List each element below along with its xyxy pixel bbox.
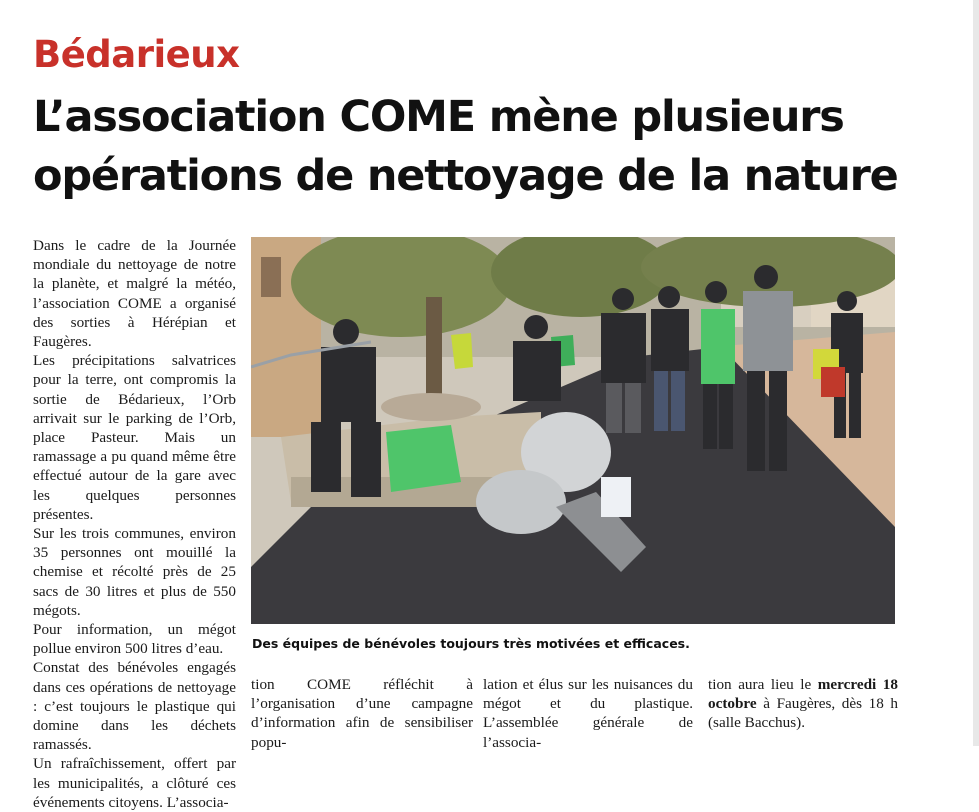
headline-line-2: opérations de nettoyage de la nature: [33, 151, 898, 201]
event-date: mercredi 18 octobre: [708, 676, 898, 713]
body-paragraph: Sur les trois communes, environ 35 personnes ont mouillé la chemise et récolté près de 25 sacs de 30 litres et plus de 550 mégots.: [33, 525, 236, 619]
section-kicker: Bédarieux: [33, 33, 240, 76]
article-photo: [251, 237, 895, 624]
body-paragraph: Un rafraîchissement, offert par les municipalités, a clôturé ces événements citoyens. L’associa-: [33, 755, 236, 811]
photo-caption: Des équipes de bénévoles toujours très motivées et efficaces.: [252, 636, 690, 651]
body-column-2: tion COME réfléchit à l’organisation d’une campagne d’information afin de sensibiliser popu-: [251, 676, 473, 751]
headline-line-1: L’association COME mène plusieurs: [33, 92, 844, 142]
article-headline: [33, 88, 963, 206]
page-edge: [973, 0, 979, 746]
body-column-left: [33, 236, 236, 812]
body-paragraph: Les précipitations salvatrices pour la terre, ont compromis la sortie de Bédarieux, l’Orb arrivait sur le parking de l’Orb, place Pasteur. Mais un ramassage a pu quand même être effectué autour de la gare avec les quelques personnes présentes.: [33, 352, 236, 523]
body-column-4: [708, 675, 898, 733]
body-paragraph: Dans le cadre de la Journée mondiale du nettoyage de notre la planète, et malgré la météo, l’association COME a organisé des sorties à Hérépian et Faugères.: [33, 237, 236, 351]
body-text: tion aura lieu le: [708, 676, 818, 693]
body-column-3: lation et élus sur les nuisances du mégot et du plastique. L’assemblée générale de l’associa-: [483, 676, 693, 751]
body-paragraph: Pour information, un mégot pollue environ 500 litres d’eau.: [33, 621, 236, 658]
body-text: à Faugères, dès 18 h (salle Bacchus).: [708, 695, 898, 732]
body-paragraph: Constat des bénévoles engagés dans ces opérations de nettoyage : c’est toujours le plastique qui domine dans les déchets ramassés.: [33, 659, 236, 754]
